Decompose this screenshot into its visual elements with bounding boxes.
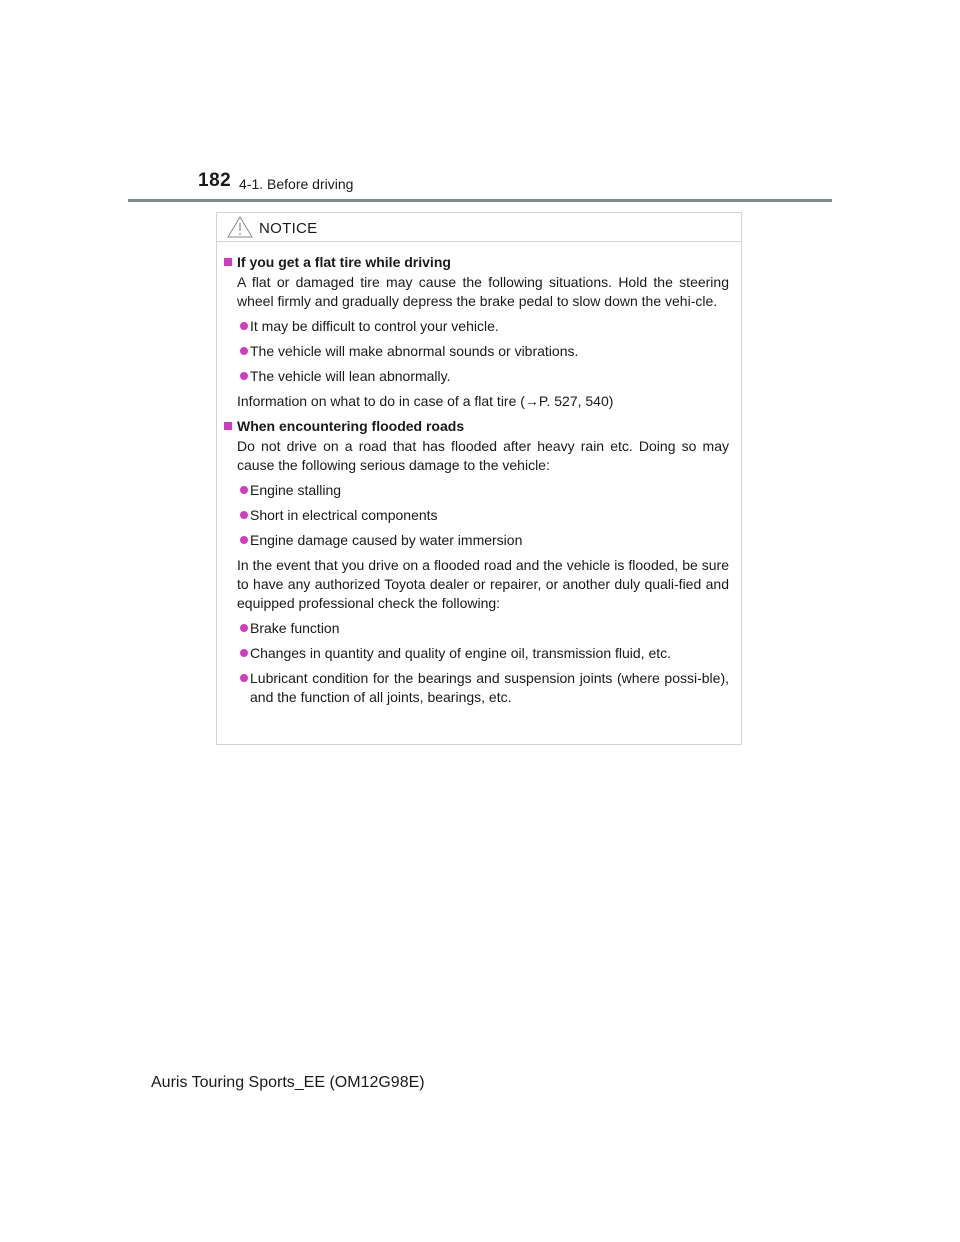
footer-model-text: Auris Touring Sports_EE (OM12G98E)	[151, 1074, 425, 1091]
paragraph: Do not drive on a road that has flooded after heavy rain etc. Doing so may cause the following serious damage to the vehicle:	[237, 438, 729, 473]
list-item-text: The vehicle will lean abnormally.	[250, 368, 451, 384]
paragraph: A flat or damaged tire may cause the following situations. Hold the steering wheel firmly and gradually depress the brake pedal to slow down the vehi-cle.	[237, 274, 729, 309]
round-bullet-icon	[240, 486, 248, 494]
notice-header	[217, 213, 741, 242]
list-item-text: Engine damage caused by water immersion	[250, 532, 523, 548]
list-item-text: It may be difficult to control your vehicle.	[250, 318, 499, 334]
notice-title: NOTICE	[259, 220, 318, 237]
paragraph: Information on what to do in case of a flat tire (→P. 527, 540)	[237, 393, 614, 409]
round-bullet-icon	[240, 347, 248, 355]
notice-box	[216, 212, 742, 745]
paragraph: In the event that you drive on a flooded road and the vehicle is flooded, be sure to have any authorized Toyota dealer or repairer, or another duly quali-fied and equipped professional check the following:	[237, 557, 729, 611]
round-bullet-icon	[240, 511, 248, 519]
list-item-text: Changes in quantity and quality of engine oil, transmission fluid, etc.	[250, 645, 672, 661]
list-item	[239, 367, 729, 386]
round-bullet-icon	[240, 322, 248, 330]
section-title: 4-1. Before driving	[239, 176, 354, 192]
round-bullet-icon	[240, 624, 248, 632]
heading-text: When encountering flooded roads	[237, 418, 465, 434]
square-bullet-icon	[224, 422, 232, 430]
list-item-text: Brake function	[250, 620, 340, 636]
list-item	[239, 669, 729, 707]
list-item-text: Engine stalling	[250, 482, 342, 498]
list-item-text: Lubricant condition for the bearings and suspension joints (where possi-ble), and the function of all joints, bearings, etc.	[250, 670, 729, 705]
page-number: 182	[198, 170, 232, 191]
round-bullet-icon	[240, 536, 248, 544]
list-item	[239, 317, 729, 336]
notice-body	[217, 242, 741, 707]
list-item	[239, 619, 729, 638]
warning-triangle-icon	[227, 216, 253, 238]
square-bullet-icon	[224, 258, 232, 266]
list-item	[239, 481, 729, 500]
heading-text: If you get a flat tire while driving	[237, 254, 451, 270]
section-heading	[223, 253, 729, 272]
list-item	[239, 531, 729, 550]
section-heading	[223, 417, 729, 436]
list-item	[239, 342, 729, 361]
round-bullet-icon	[240, 649, 248, 657]
list-item-text: Short in electrical components	[250, 507, 438, 523]
list-item	[239, 644, 729, 663]
round-bullet-icon	[240, 372, 248, 380]
header-rule	[128, 199, 832, 202]
list-item	[239, 506, 729, 525]
round-bullet-icon	[240, 674, 248, 682]
list-item-text: The vehicle will make abnormal sounds or vibrations.	[250, 343, 579, 359]
